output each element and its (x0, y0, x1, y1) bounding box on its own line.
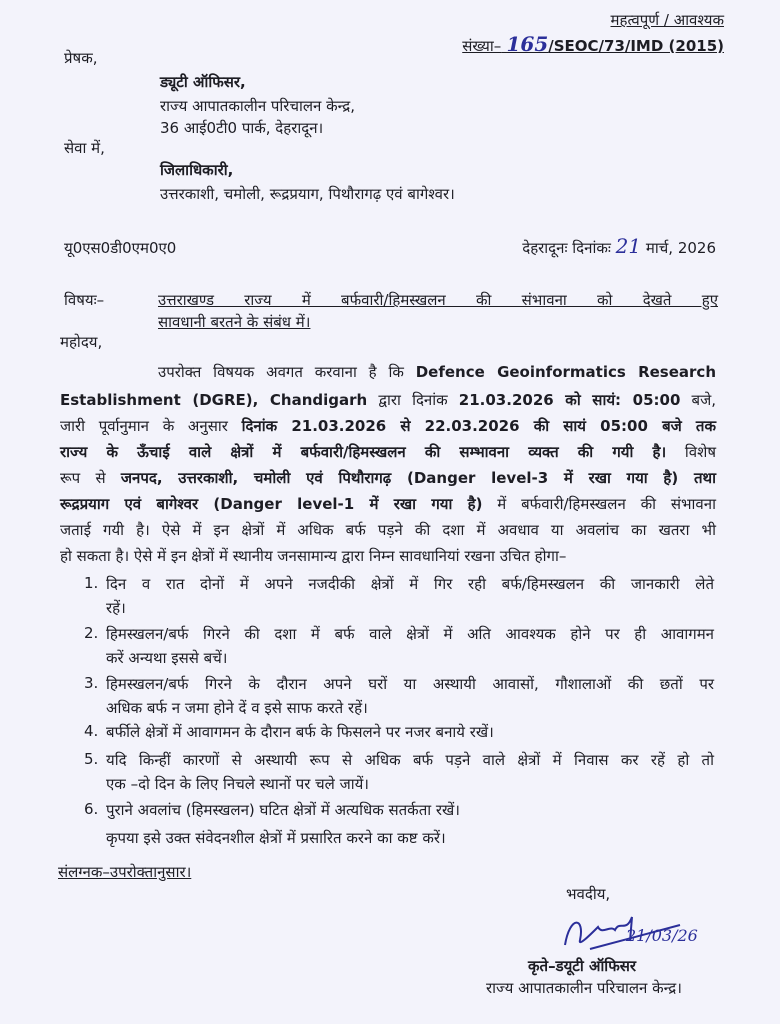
recipient-districts: उत्तरकाशी, चमोली, रूद्रप्रयाग, पिथौरागढ़ एवं बागेश्वर। (160, 185, 455, 203)
ref-prefix: संख्या– (462, 37, 502, 55)
ref-number-handwritten: 165 (506, 32, 549, 56)
yours-faithfully: भवदीय, (566, 885, 611, 903)
designation: कृते–डयूटी ऑफिसर (528, 957, 637, 975)
item-text: एक –दो दिन के लिए निचले स्थानों पर चले जायें। (106, 775, 369, 793)
body-text-segment: Defence Geoinformatics Research (415, 363, 716, 381)
body-text-segment: विशेष (666, 443, 716, 461)
subject-line-1: उत्तराखण्ड राज्य में बर्फवारी/हिमस्खलन की संभावना को देखते हुए (158, 291, 718, 309)
closing-request: कृपया इसे उक्त संवेदनशील क्षेत्रों में प्रसारित करने का कष्ट करें। (106, 829, 446, 847)
body-text-segment: में बर्फवारी/हिमस्खलन की संभावना (482, 495, 716, 513)
item-text: बर्फीले क्षेत्रों में आवागमन के दौरान बर्फ के फिसलने पर नजर बनाये रखें। (106, 723, 494, 741)
item-number: 4. (84, 722, 99, 740)
body-line (60, 546, 716, 566)
body-text-segment: 21.03.2026 को सायं: 05:00 (458, 391, 681, 409)
body-text-segment: हो सकता है। ऐसे में इन क्षेत्रों में स्थानीय जनसामान्य द्वारा निम्न सावधानियां रखना उचित होगा– (60, 547, 567, 565)
body-line (60, 442, 716, 462)
priority-label: महत्वपूर्ण / आवश्यक (610, 11, 724, 29)
item-text: करें अन्यथा इससे बचें। (106, 649, 228, 667)
sender-label: प्रेषक, (64, 49, 98, 67)
item-number: 5. (84, 750, 99, 768)
body-line (158, 362, 716, 382)
body-line (60, 520, 716, 540)
subject-label: विषयः– (64, 291, 105, 309)
item-text: हिमस्खलन/बर्फ गिरने के दौरान अपने घरों या अस्थायी आवासों, गौशालाओं की छतों पर (106, 675, 714, 693)
recipient-title: जिलाधिकारी, (160, 161, 234, 179)
sender-office: राज्य आपातकालीन परिचालन केन्द्र, (160, 97, 356, 115)
body-text-segment: जताई गयी है। ऐसे में इन क्षेत्रों में अधिक बर्फ पड़ने की दशा में अवधाव या अवलांच का खतरा भी (60, 521, 716, 539)
body-text-segment: द्वारा दिनांक (367, 391, 459, 409)
body-text-segment: Establishment (DGRE), Chandigarh (60, 391, 368, 409)
body-line (60, 390, 716, 410)
body-text-segment: जारी पूर्वानुमान के अनुसार (60, 417, 242, 435)
item-text: पुराने अवलांच (हिमस्खलन) घटित क्षेत्रों में अत्यधिक सतर्कता रखें। (106, 801, 460, 819)
sender-address: 36 आई0टी0 पार्क, देहरादून। (160, 119, 324, 137)
item-text: यदि किन्हीं कारणों से अस्थायी रूप से अधिक बर्फ पड़ने वाले क्षेत्रों में निवास कर रहें हो तो (106, 751, 714, 769)
ref-suffix: /SEOC/73/IMD (2015) (548, 37, 724, 55)
sender-title: ड्यूटी ऑफिसर, (160, 73, 246, 91)
signature-date: 21/03/26 (626, 926, 698, 945)
body-text-segment: राज्य के ऊँचाई वाले क्षेत्रों में बर्फवारी/हिमस्खलन की सम्भावना व्यक्त की गयी है। (60, 443, 667, 461)
item-text: हिमस्खलन/बर्फ गिरने की दशा में बर्फ वाले क्षेत्रों में अति आवश्यक होने पर ही आवागमन (106, 625, 714, 643)
item-number: 2. (84, 624, 99, 642)
date-suffix: मार्च, 2026 (645, 239, 716, 257)
body-text-segment: रूप से (60, 469, 121, 487)
body-text-segment: जनपद, उत्तरकाशी, चमोली एवं पिथौरागढ़ (Danger level-3 में रखा गया है) तथा (120, 469, 716, 487)
item-text: रहें। (106, 599, 126, 617)
body-line (60, 494, 716, 514)
body-line (60, 468, 716, 488)
reference-number (462, 32, 724, 56)
letter-date (522, 234, 716, 258)
body-text-segment: रूद्रप्रयाग एवं बागेश्वर (Danger level-1 में रखा गया है) (60, 495, 483, 513)
date-day-handwritten: 21 (615, 234, 642, 258)
enclosure-note: संलग्नक–उपरोक्तानुसार। (58, 863, 192, 881)
item-text: अधिक बर्फ न जमा होने दें व इसे साफ करते रहें। (106, 699, 368, 717)
item-number: 1. (84, 574, 99, 592)
item-text: दिन व रात दोनों में अपने नजदीकी क्षेत्रों में गिर रही बर्फ/हिमस्खलन की जानकारी लेते (106, 575, 714, 593)
item-number: 6. (84, 800, 99, 818)
subject-line-2: सावधानी बरतने के संबंध में। (158, 313, 311, 331)
body-text-segment: उपरोक्त विषयक अवगत करवाना है कि (158, 363, 416, 381)
office-code: यू0एस0डी0एम0ए0 (64, 239, 177, 257)
body-text-segment: बजे, (680, 391, 717, 409)
body-line (60, 416, 716, 436)
body-text-segment: दिनांक 21.03.2026 से 22.03.2026 की सायं 05:00 बजे तक (241, 417, 716, 435)
salutation: महोदय, (60, 333, 103, 351)
item-number: 3. (84, 674, 99, 692)
date-prefix: देहरादूनः दिनांकः (522, 239, 611, 257)
office-name: राज्य आपातकालीन परिचालन केन्द्र। (486, 979, 682, 997)
recipient-label: सेवा में, (64, 139, 105, 157)
